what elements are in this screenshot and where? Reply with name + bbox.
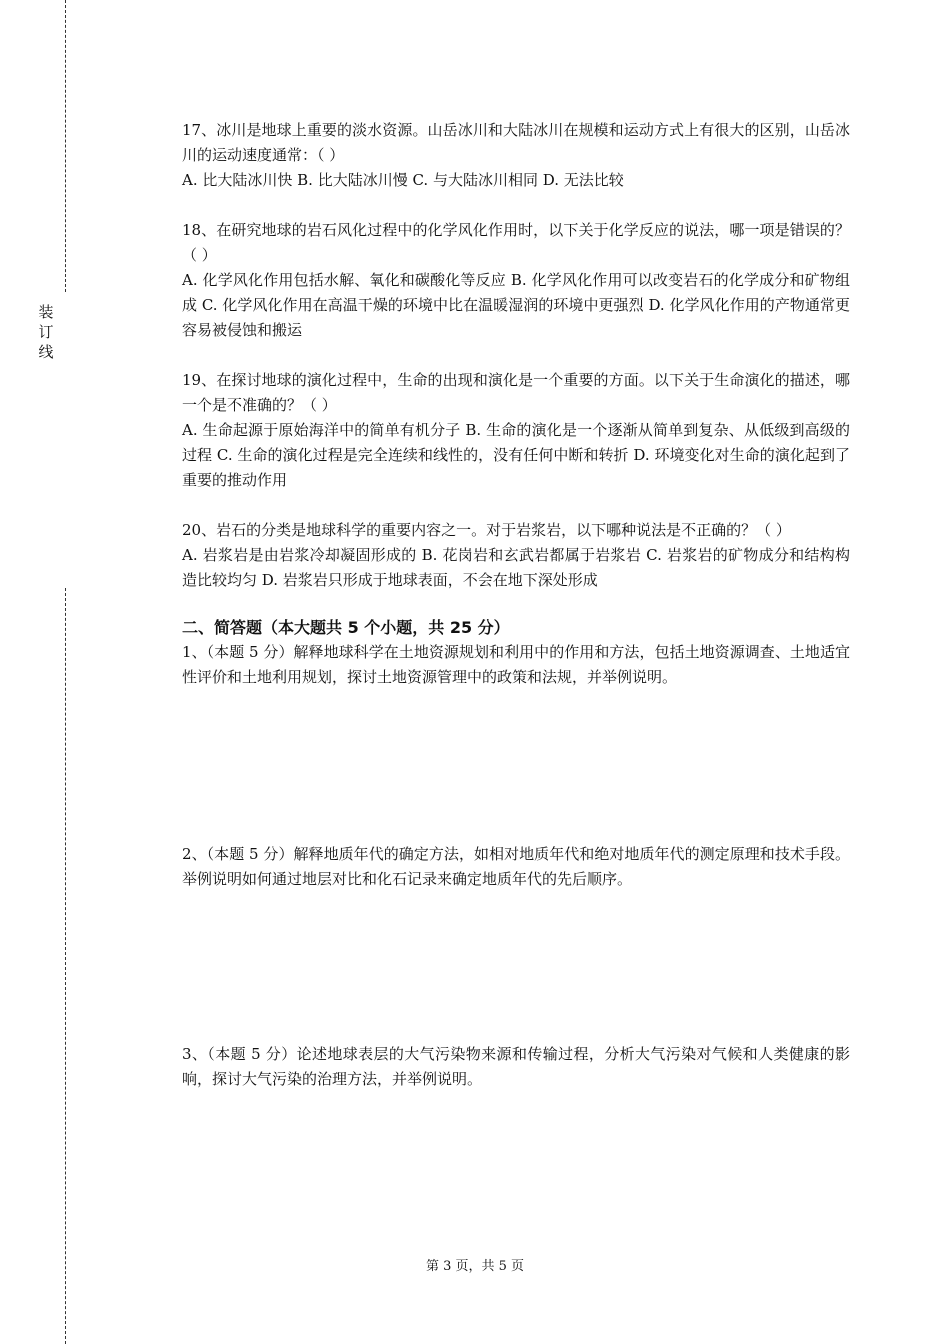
binding-line-bottom: [65, 588, 66, 1344]
question-20: [182, 518, 850, 593]
question-19: [182, 368, 850, 493]
question-options: A. 化学风化作用包括水解、氧化和碳酸化等反应 B. 化学风化作用可以改变岩石的化学成分和矿物组成 C. 化学风化作用在高温干燥的环境中比在温暖湿润的环境中更强烈 D. 化学风化作用的产物通常更容易被侵蚀和搬运: [182, 271, 850, 339]
binding-line-top: [65, 0, 66, 292]
question-stem: 18、在研究地球的岩石风化过程中的化学风化作用时，以下关于化学反应的说法，哪一项是错误的？（ ）: [182, 221, 850, 264]
question-stem: 19、在探讨地球的演化过程中，生命的出现和演化是一个重要的方面。以下关于生命演化的描述，哪一个是不准确的？（ ）: [182, 371, 850, 414]
question-options: A. 比大陆冰川快 B. 比大陆冰川慢 C. 与大陆冰川相同 D. 无法比较: [182, 171, 624, 189]
binding-char: 线: [38, 343, 54, 361]
essay-question-3: [182, 1042, 850, 1092]
question-options: A. 岩浆岩是由岩浆冷却凝固形成的 B. 花岗岩和玄武岩都属于岩浆岩 C. 岩浆岩的矿物成分和结构构造比较均匀 D. 岩浆岩只形成于地球表面，不会在地下深处形成: [182, 546, 850, 589]
page-footer: 第 3 页，共 5 页: [425, 1259, 525, 1274]
exam-content: [182, 118, 850, 1092]
section-title: 二、简答题（本大题共 5 个小题，共 25 分）: [182, 618, 510, 637]
essay-text: 3、（本题 5 分）论述地球表层的大气污染物来源和传输过程，分析大气污染对气候和人类健康的影响，探讨大气污染的治理方法，并举例说明。: [182, 1045, 850, 1088]
binding-char: 装: [38, 303, 54, 321]
essay-text: 1、（本题 5 分）解释地球科学在土地资源规划和利用中的作用和方法，包括土地资源调查、土地适宜性评价和土地利用规划，探讨土地资源管理中的政策和法规，并举例说明。: [182, 643, 850, 686]
essay-question-2: [182, 842, 850, 892]
question-17: [182, 118, 850, 193]
binding-char: 订: [38, 323, 54, 341]
question-stem: 20、岩石的分类是地球科学的重要内容之一。对于岩浆岩，以下哪种说法是不正确的？（ ）: [182, 521, 791, 539]
question-18: [182, 218, 850, 343]
question-stem: 17、冰川是地球上重要的淡水资源。山岳冰川和大陆冰川在规模和运动方式上有很大的区别，山岳冰川的运动速度通常：（ ）: [182, 121, 850, 164]
essay-text: 2、（本题 5 分）解释地质年代的确定方法，如相对地质年代和绝对地质年代的测定原理和技术手段。举例说明如何通过地层对比和化石记录来确定地质年代的先后顺序。: [182, 845, 850, 888]
binding-label: [36, 302, 56, 362]
question-options: A. 生命起源于原始海洋中的简单有机分子 B. 生命的演化是一个逐渐从简单到复杂、从低级到高级的过程 C. 生命的演化过程是完全连续和线性的，没有任何中断和转折 D. 环境变化对生命的演化起到了重要的推动作用: [182, 421, 850, 489]
essay-question-1: [182, 640, 850, 690]
